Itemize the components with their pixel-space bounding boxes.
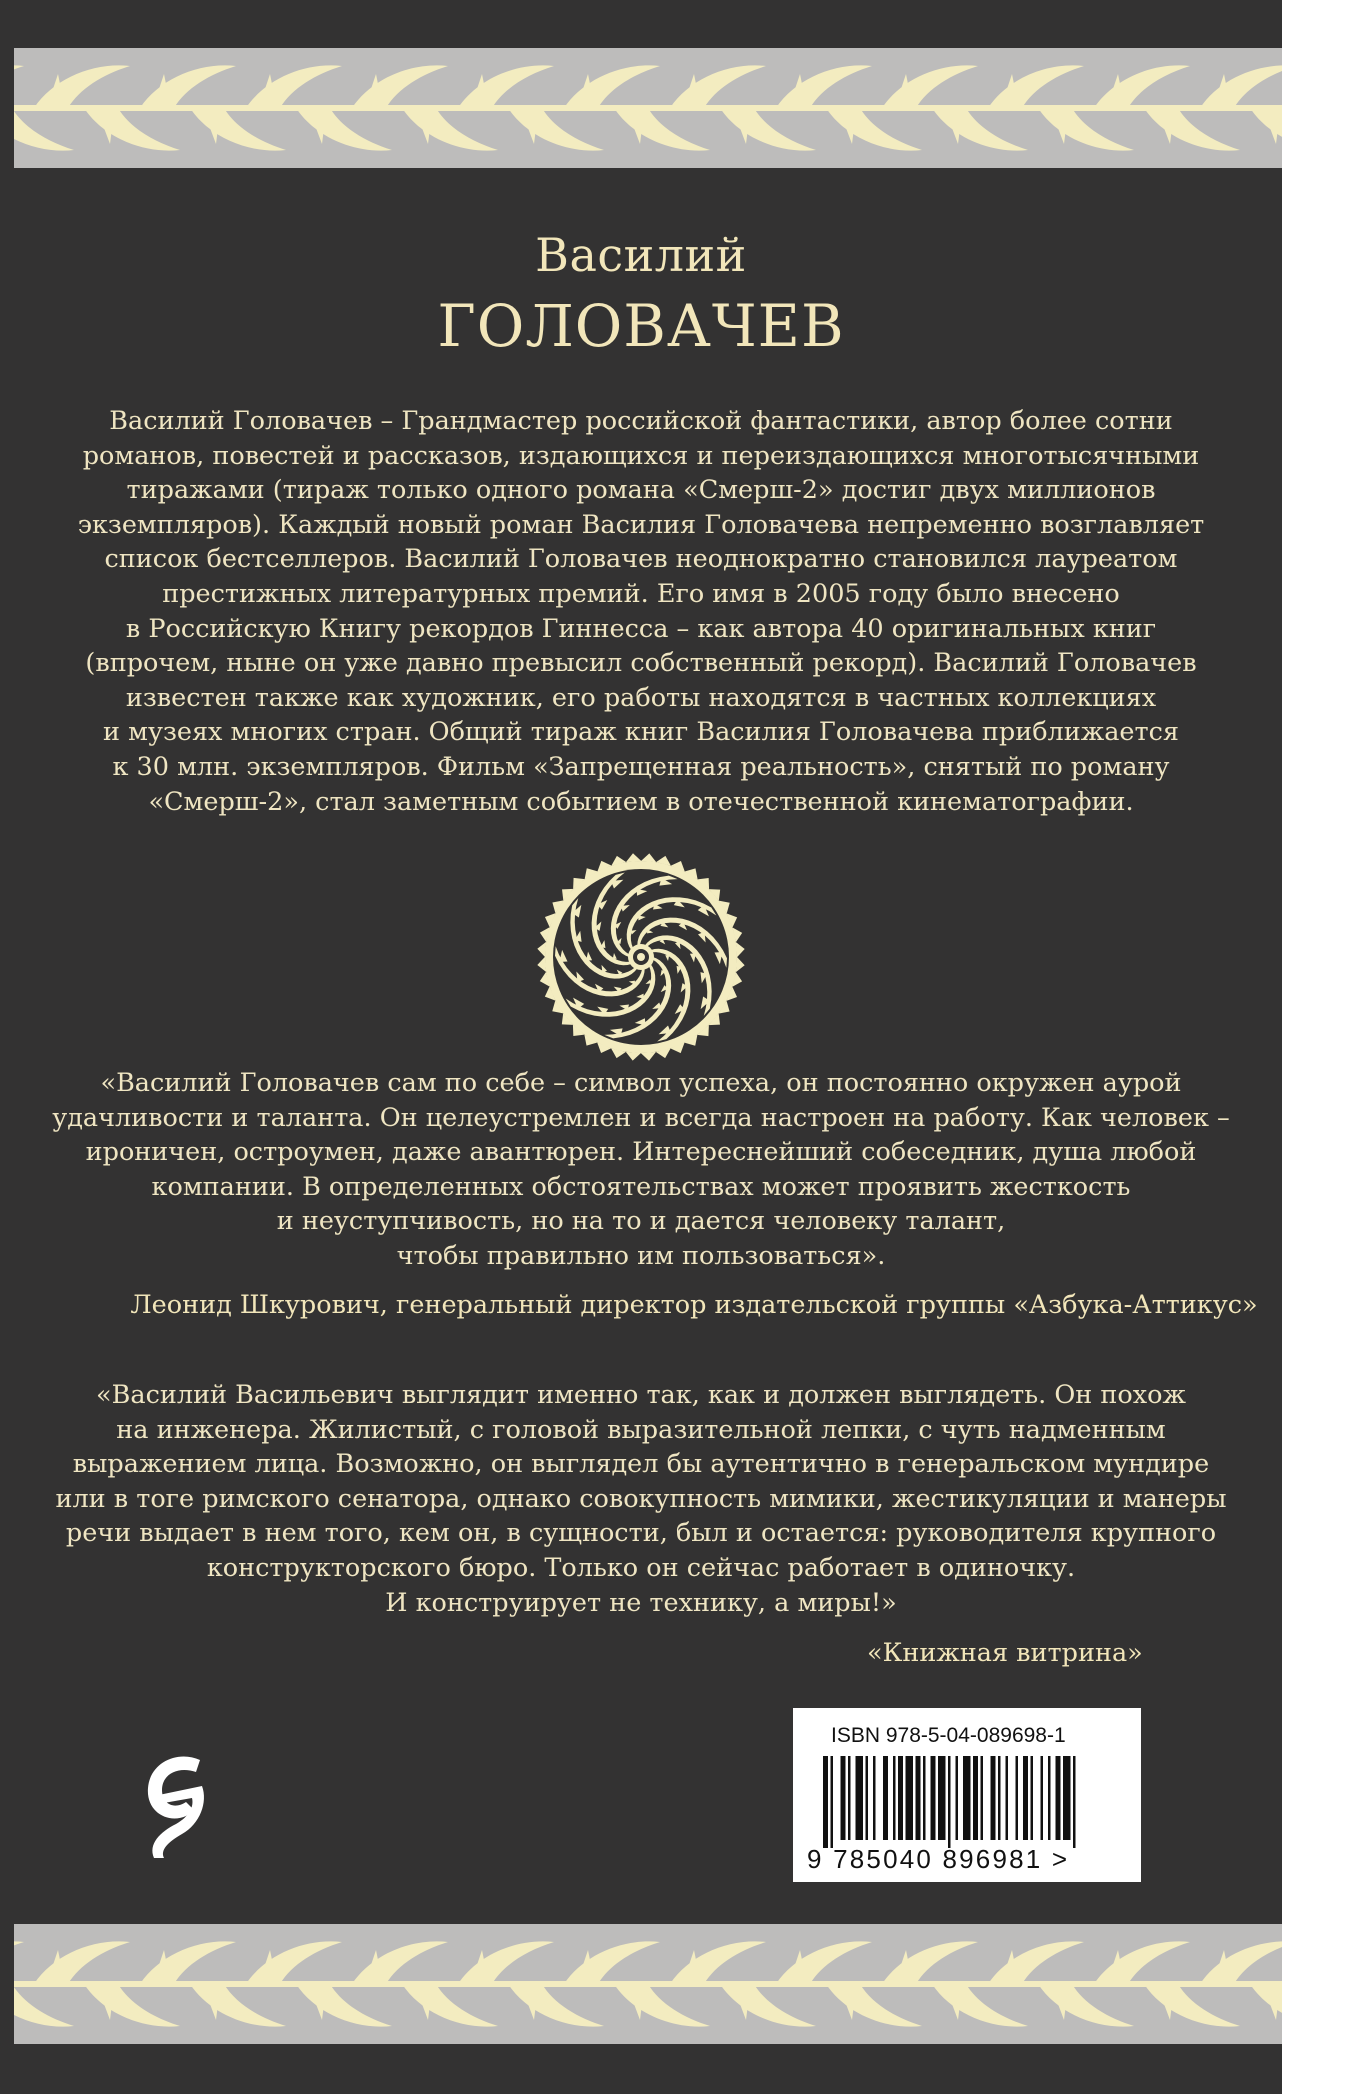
bio-line: престижных литературных премий. Его имя в 2005 году было внесено	[162, 578, 1120, 609]
quote-line: речи выдает в нем того, кем он, в сущности, был и остается: руководителя крупного	[65, 1518, 1217, 1549]
quote-line: ироничен, остроумен, даже авантюрен. Интереснейший собеседник, душа любой	[85, 1137, 1197, 1168]
quote-line: конструкторского бюро. Только он сейчас работает в одиночку.	[206, 1552, 1076, 1583]
quote-attribution-shkurovich: Леонид Шкурович, генеральный директор издательской группы «Азбука-Аттикус»	[130, 1290, 1258, 1320]
quote-line: на инженера. Жилистый, с головой выразительной лепки, с чуть надменным	[116, 1414, 1166, 1445]
top-ornament-band	[14, 48, 1282, 168]
bio-line: Василий Головачев – Грандмастер российской фантастики, автор более сотни	[109, 406, 1173, 436]
bio-line: романов, повестей и рассказов, издающихся и переиздающихся многотысячными	[82, 440, 1200, 471]
quote-line: выражением лица. Возможно, он выглядел бы аутентично в генеральском мундире	[72, 1449, 1210, 1480]
tribal-wave-ornament-icon	[14, 1924, 1282, 2044]
bio-line: «Смерш-2», стал заметным событием в отечественной кинематографии.	[148, 786, 1134, 817]
quote-knizhnaya-vitrina	[40, 1378, 1242, 1620]
isbn-label: ISBN 978-5-04-089698-1	[831, 1724, 1066, 1747]
bio-line: список бестселлеров. Василий Головачев неоднократно становился лауреатом	[104, 544, 1178, 575]
bottom-ornament-band	[14, 1924, 1282, 2044]
bio-line: известен также как художник, его работы находятся в частных коллекциях	[125, 682, 1157, 713]
bio-line: и музеях многих стран. Общий тираж книг Василия Головачева приближается	[103, 717, 1179, 748]
quote-attribution-vitrina: «Книжная витрина»	[867, 1638, 1143, 1668]
eksmo-logo-icon	[138, 1740, 218, 1860]
barcode-digits: 9 785040 896981 >	[807, 1844, 1070, 1874]
quote-line: компании. В определенных обстоятельствах может проявить жесткость	[151, 1171, 1131, 1202]
isbn-barcode-box	[793, 1708, 1141, 1882]
quote-line: удачливости и таланта. Он целеустремлен и всегда настроен на работу. Как человек –	[52, 1102, 1230, 1133]
quote-line: И конструирует не технику, а миры!»	[385, 1587, 897, 1618]
quote-line: «Василий Васильевич выглядит именно так, как и должен выглядеть. Он похож	[96, 1380, 1186, 1410]
quote-line: или в тоге римского сенатора, однако совокупность мимики, жестикуляции и манеры	[55, 1483, 1227, 1514]
quote-line: чтобы правильно им пользоваться».	[396, 1240, 886, 1271]
bio-line: экземпляров). Каждый новый роман Василия Головачева непременно возглавляет	[77, 509, 1205, 540]
bio-line: тиражами (тираж только одного романа «Смерш-2» достиг двух миллионов	[126, 475, 1156, 506]
quote-line: «Василий Головачев сам по себе – символ успеха, он постоянно окружен аурой	[100, 1068, 1182, 1098]
author-last-name: ГОЛОВАЧЕВ	[437, 292, 845, 360]
bio-line: к 30 млн. экземпляров. Фильм «Запрещенная реальность», снятый по роману	[112, 751, 1170, 782]
author-biography	[40, 404, 1242, 819]
bio-line: (впрочем, ныне он уже давно превысил собственный рекорд). Василий Головачев	[85, 648, 1197, 679]
author-first-name: Василий	[535, 228, 747, 282]
quote-shkurovich	[40, 1066, 1242, 1274]
quote-line: и неуступчивость, но на то и дается человеку талант,	[276, 1206, 1006, 1237]
tribal-wave-ornament-icon	[14, 48, 1282, 168]
spiral-rosette-ornament-icon	[536, 852, 746, 1062]
bio-line: в Российскую Книгу рекордов Гиннесса – как автора 40 оригинальных книг	[125, 613, 1157, 644]
